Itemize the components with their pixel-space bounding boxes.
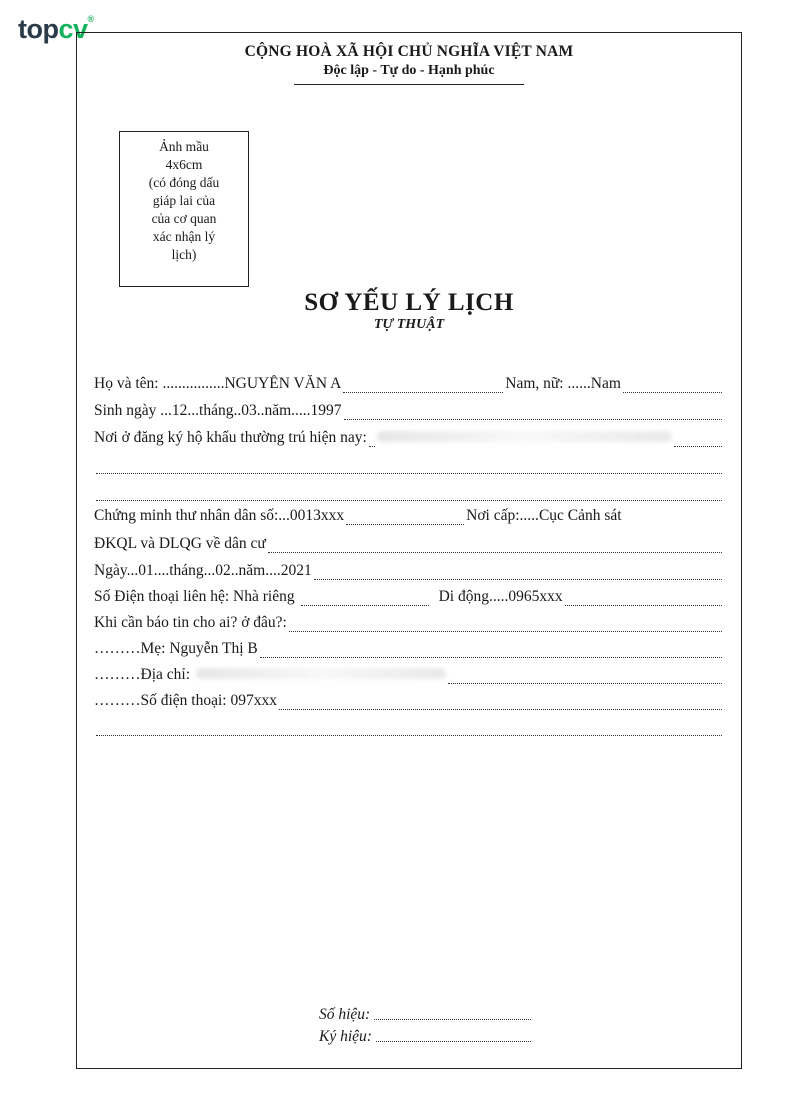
field-phone — [94, 588, 722, 610]
mother-text: ………Mẹ: Nguyễn Thị B — [94, 640, 258, 657]
dotted-fill — [565, 604, 722, 606]
redacted-address — [196, 668, 446, 679]
field-issue-date — [94, 562, 722, 584]
field-full-name — [94, 375, 722, 397]
photo-text-line: 4x6cm — [165, 157, 203, 172]
photo-text-line: xác nhận lý — [152, 229, 216, 244]
mobile-label: Di động..... — [438, 588, 509, 605]
contact-question: Khi cần báo tin cho ai? ở đâu?: — [94, 614, 287, 631]
field-blank-line — [94, 483, 722, 505]
field-emergency-mother — [94, 640, 722, 662]
dotted-fill — [96, 734, 722, 736]
issue-cont: ĐKQL và DLQG về dân cư — [94, 535, 266, 552]
dotted-fill — [374, 1018, 531, 1020]
photo-text-line: Ảnh mầu — [159, 139, 209, 154]
issue-value: Cục Cảnh sát — [538, 507, 622, 524]
issue-label: Nơi cấp:..... — [466, 507, 539, 524]
national-motto: Độc lập - Tự do - Hạnh phúc — [323, 63, 495, 78]
issue-date: Ngày...01....tháng...02..năm....2021 — [94, 562, 312, 579]
field-blank-line — [94, 718, 722, 740]
title-sub: TỰ THUẬT — [373, 317, 445, 332]
name-label: Họ và tên: ................ — [94, 375, 225, 392]
photo-text-line: của cơ quan — [151, 211, 217, 226]
document-page — [76, 32, 742, 1069]
gender-value: Nam — [590, 375, 621, 392]
logo-text-cv: cv — [58, 14, 88, 44]
field-emergency-question — [94, 614, 722, 636]
dotted-fill — [96, 472, 722, 474]
field-residence — [94, 429, 722, 451]
phone-label: Số Điện thoại liên hệ: Nhà riêng — [94, 588, 295, 605]
footer-code — [319, 1028, 531, 1046]
dotted-fill — [301, 604, 429, 606]
logo-text-top: top — [18, 14, 59, 44]
name-value: NGUYỄN VĂN A — [224, 375, 342, 392]
mobile-value: 0965xxx — [508, 588, 563, 605]
contact-phone: ………Số điện thoại: 097xxx — [94, 692, 277, 709]
number-label: Số hiệu: — [319, 1006, 371, 1023]
dotted-fill — [369, 445, 375, 447]
dotted-fill — [268, 551, 722, 553]
field-birth-date — [94, 402, 722, 424]
footer-number — [319, 1006, 531, 1024]
logo-registered-mark: ® — [87, 14, 94, 24]
dotted-fill — [343, 391, 503, 393]
redacted-address — [377, 431, 672, 442]
dotted-fill — [674, 445, 722, 447]
field-issue-place — [94, 535, 722, 557]
field-blank-line — [94, 456, 722, 478]
code-label: Ký hiệu: — [319, 1028, 372, 1045]
id-value: 0013xxx — [289, 507, 345, 524]
dotted-fill — [344, 418, 722, 420]
dotted-fill — [376, 1040, 531, 1042]
title-main: SƠ YẾU LÝ LỊCH — [304, 289, 514, 316]
field-emergency-address — [94, 666, 722, 688]
dotted-fill — [623, 391, 722, 393]
nation-title: CỘNG HOÀ XÃ HỘI CHỦ NGHĨA VIỆT NAM — [244, 43, 574, 60]
dotted-fill — [314, 578, 722, 580]
gender-label: Nam, nữ: ...... — [505, 375, 591, 392]
photo-placeholder — [119, 131, 249, 287]
residence-label: Nơi ở đăng ký hộ khẩu thường trú hiện nay: — [94, 429, 367, 446]
photo-text-line: (có đóng dấu — [148, 175, 220, 190]
header-underline — [294, 84, 524, 85]
dotted-fill — [346, 523, 464, 525]
national-header — [77, 43, 741, 85]
dotted-fill — [289, 630, 722, 632]
address-label: ………Địa chỉ: — [94, 666, 190, 683]
dotted-fill — [260, 656, 722, 658]
field-id-card — [94, 507, 722, 529]
id-label: Chứng minh thư nhân dân số:... — [94, 507, 290, 524]
photo-text-line: giáp lai của — [152, 193, 216, 208]
dotted-fill — [448, 682, 722, 684]
dotted-fill — [279, 708, 722, 710]
document-title — [77, 289, 741, 333]
dotted-fill — [96, 499, 722, 501]
field-emergency-phone — [94, 692, 722, 714]
photo-text-line: lịch) — [171, 247, 197, 262]
birth-text: Sinh ngày ...12...tháng..03..năm.....1997 — [94, 402, 342, 419]
